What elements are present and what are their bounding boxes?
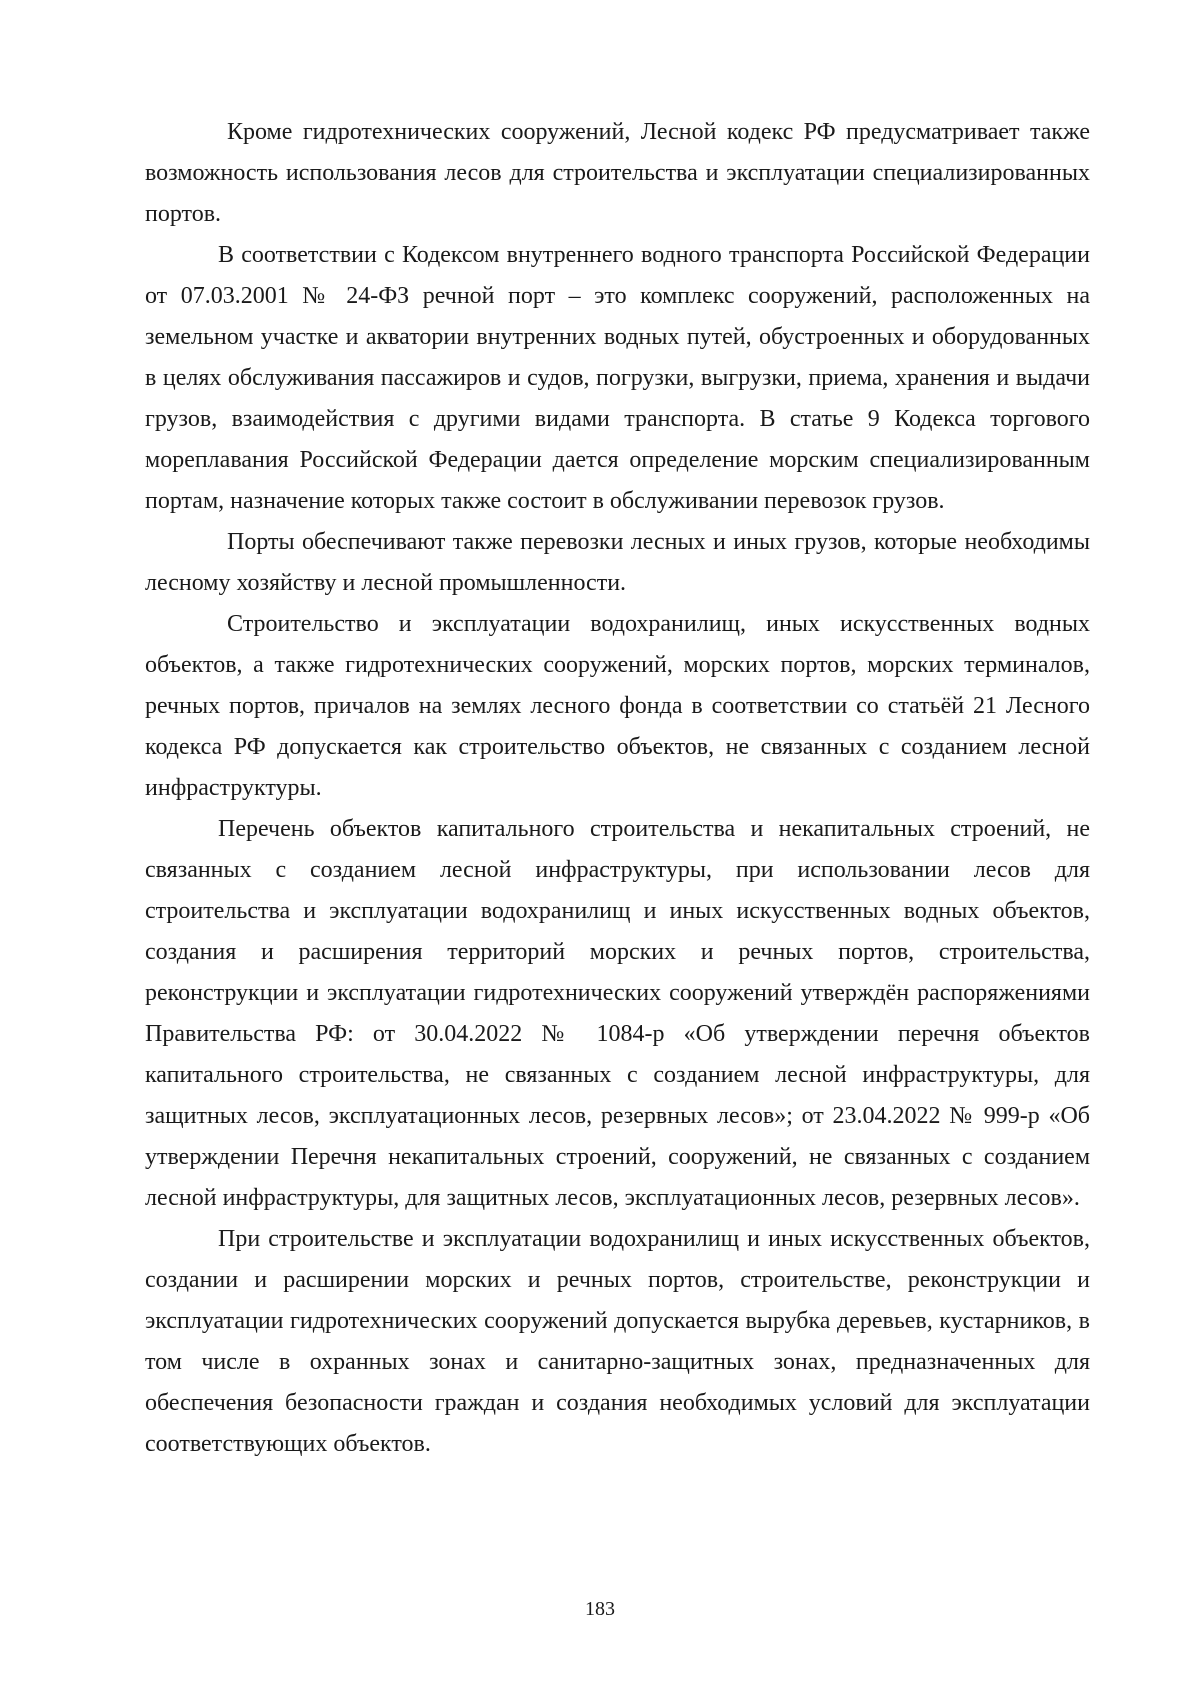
paragraph: В соответствии с Кодексом внутреннего водного транспорта Российской Федерации от 07.03.2001 № 24-ФЗ речной порт – это комплекс сооружений, расположенных на земельном участке и акватории внутренних водных путей, обустроенных и оборудованных в целях обслуживания пассажиров и судов, погрузки, выгрузки, приема, хранения и выдачи грузов, взаимодействия с другими видами транспорта. В статье 9 Кодекса торгового мореплавания Российской Федерации дается определение морским специализированным портам, назначение которых также состоит в обслуживании перевозок грузов. (145, 242, 1090, 514)
page-number: 183 (585, 1598, 615, 1620)
paragraph: Порты обеспечивают также перевозки лесных и иных грузов, которые необходимы лесному хозяйству и лесной промышленности. (145, 529, 1090, 596)
paragraph: Строительство и эксплуатации водохранилищ, иных искусственных водных объектов, а также гидротехнических сооружений, морских портов, морских терминалов, речных портов, причалов на землях лесного фонда в соответствии со статьёй 21 Лесного кодекса РФ допускается как строительство объектов, не связанных с созданием лесной инфраструктуры. (145, 611, 1090, 801)
document-body (145, 112, 1090, 1465)
paragraph: Перечень объектов капитального строительства и некапитальных строений, не связанных с созданием лесной инфраструктуры, при использовании лесов для строительства и эксплуатации водохранилищ и иных искусственных водных объектов, создания и расширения территорий морских и речных портов, строительства, реконструкции и эксплуатации гидротехнических сооружений утверждён распоряжениями Правительства РФ: от 30.04.2022 № 1084-р «Об утверждении перечня объектов капитального строительства, не связанных с созданием лесной инфраструктуры, для защитных лесов, эксплуатационных лесов, резервных лесов»; от 23.04.2022 № 999-р «Об утверждении Перечня некапитальных строений, сооружений, не связанных с созданием лесной инфраструктуры, для защитных лесов, эксплуатационных лесов, резервных лесов». (145, 816, 1090, 1211)
paragraph: При строительстве и эксплуатации водохранилищ и иных искусственных объектов, создании и расширении морских и речных портов, строительстве, реконструкции и эксплуатации гидротехнических сооружений допускается вырубка деревьев, кустарников, в том числе в охранных зонах и санитарно-защитных зонах, предназначенных для обеспечения безопасности граждан и создания необходимых условий для эксплуатации соответствующих объектов. (145, 1226, 1090, 1457)
paragraph: Кроме гидротехнических сооружений, Лесной кодекс РФ предусматривает также возможность использования лесов для строительства и эксплуатации специализированных портов. (145, 119, 1090, 227)
